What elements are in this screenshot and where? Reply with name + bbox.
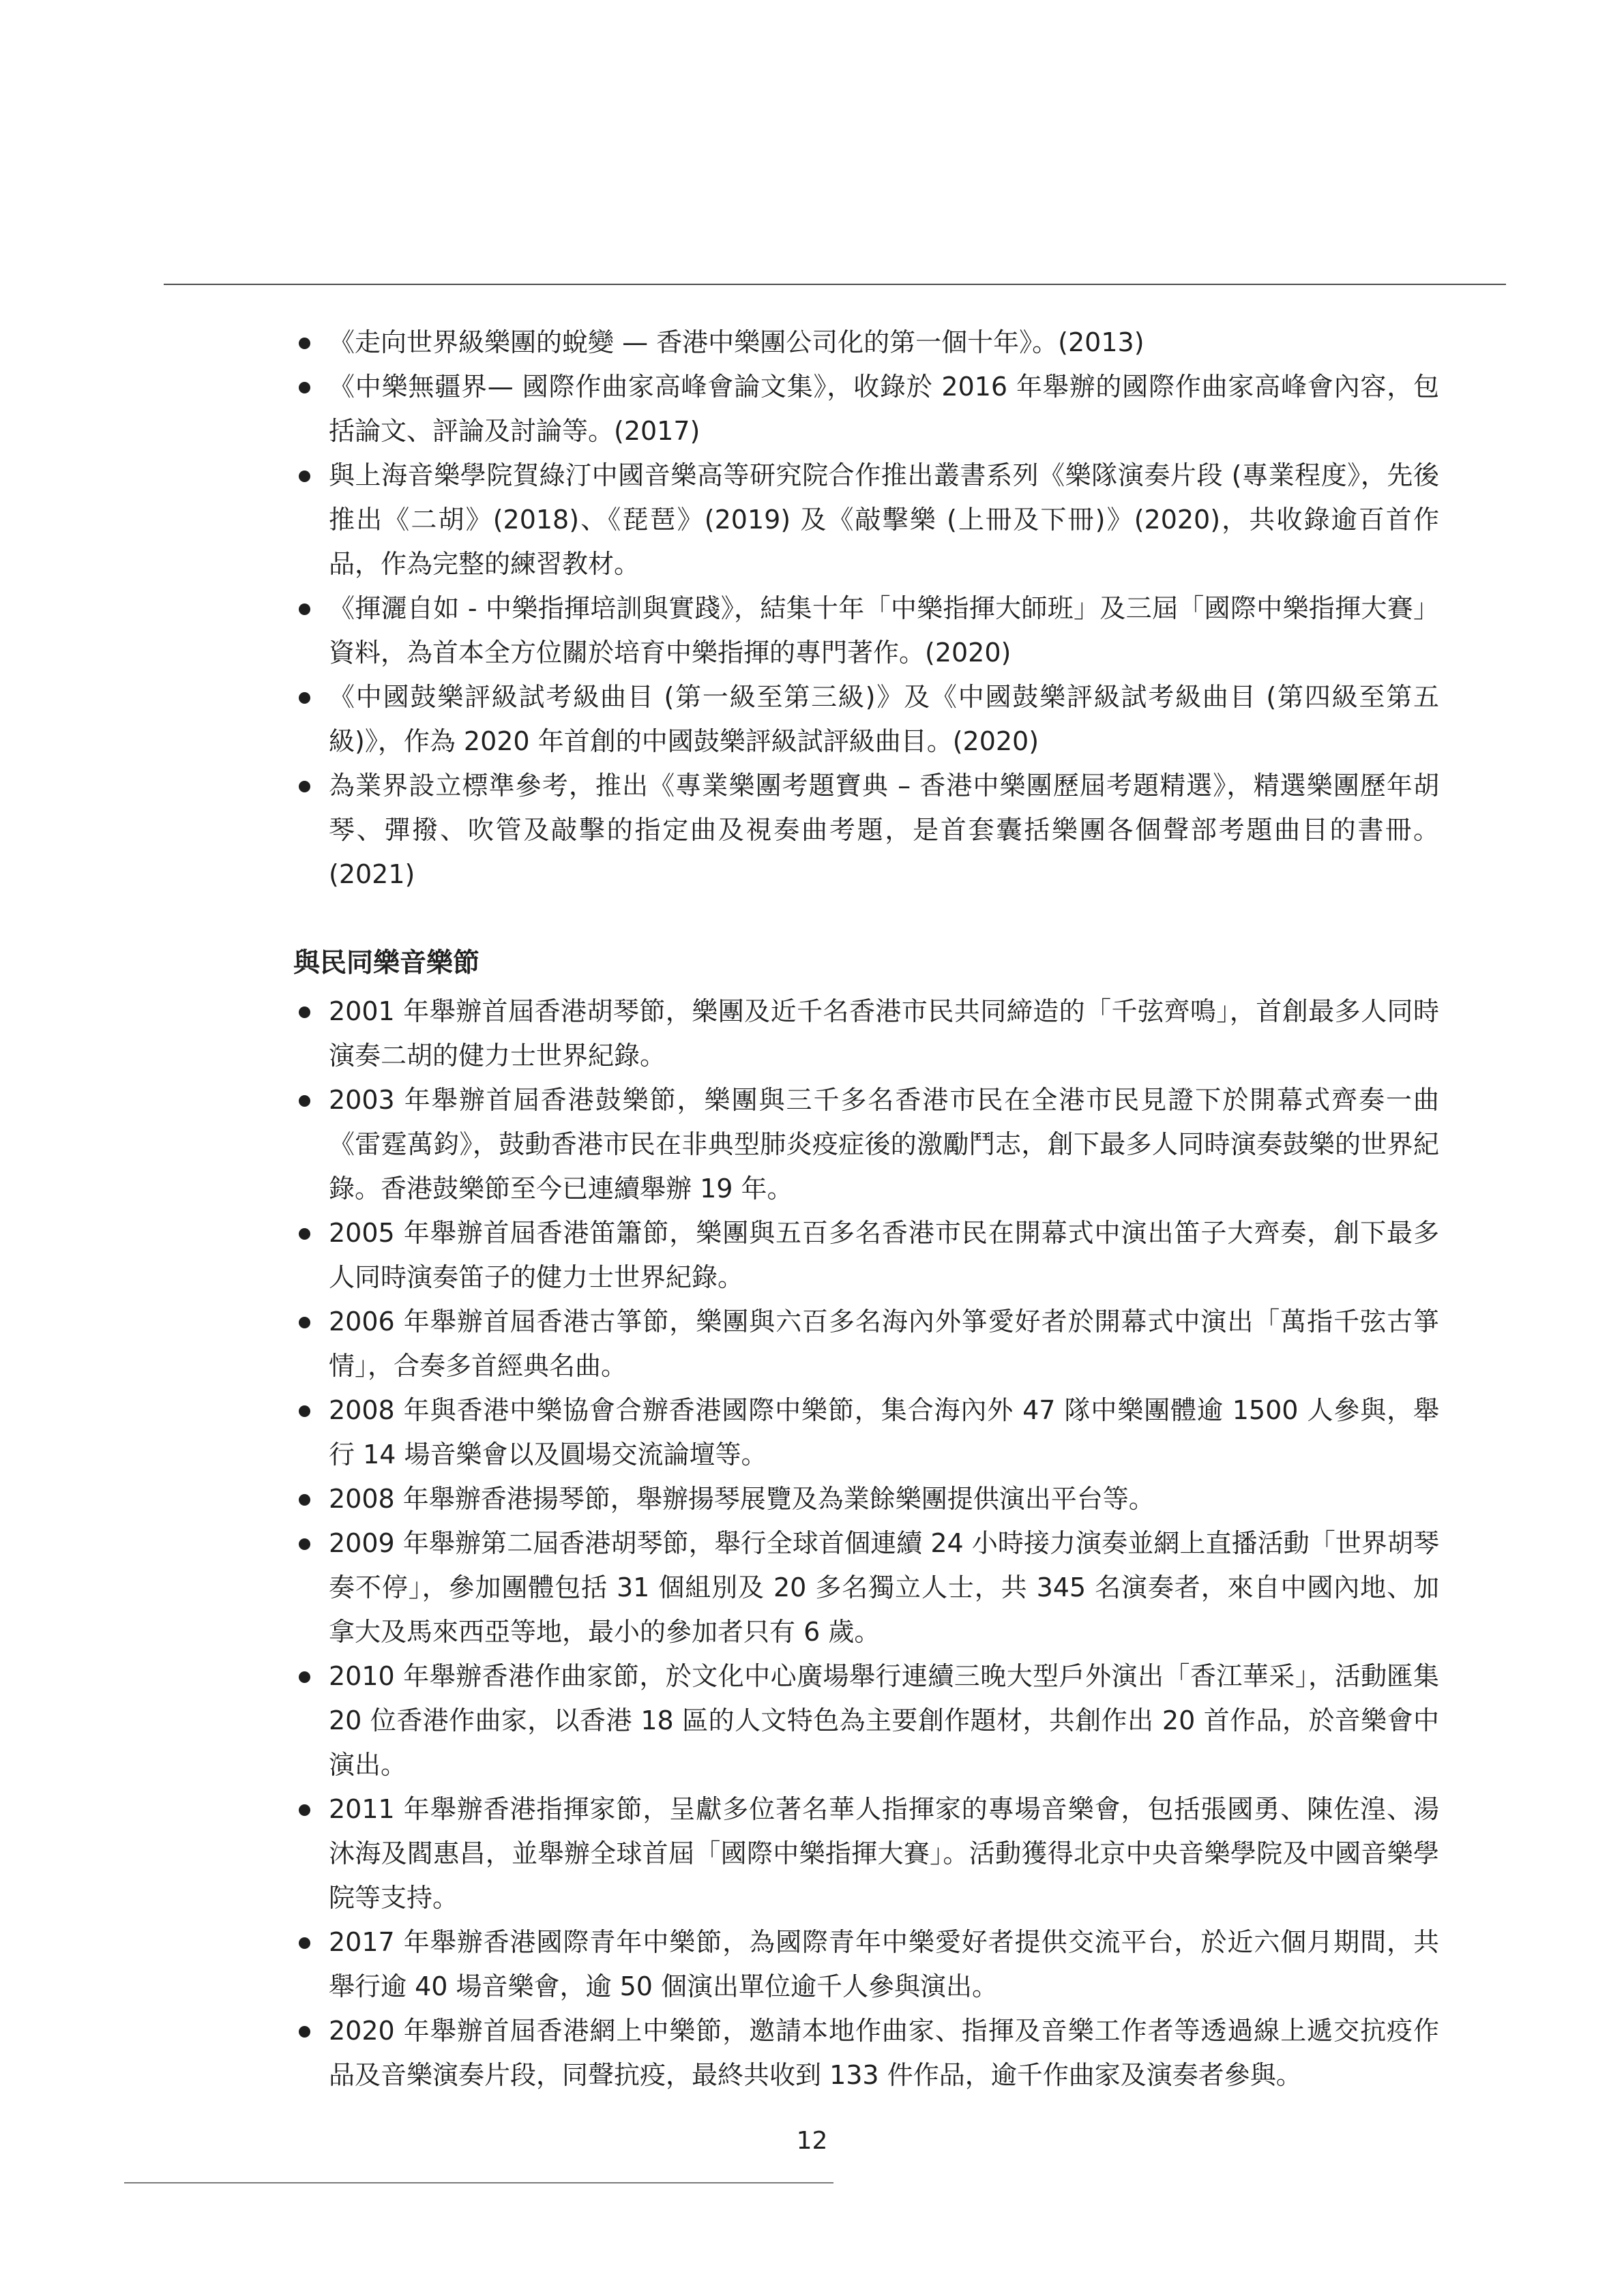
list-item-text: 2005 年舉辦首屆香港笛簫節，樂團與五百多名香港市民在開幕式中演出笛子大齊奏，創下最多人同時演奏笛子的健力士世界紀錄。	[329, 1218, 1439, 1292]
list-item	[293, 764, 1439, 897]
list-item	[293, 320, 1439, 365]
section-heading: 與民同樂音樂節	[293, 948, 480, 979]
bullet-icon	[299, 603, 310, 615]
list-item	[293, 1078, 1439, 1211]
bullet-icon	[299, 338, 310, 349]
bullet-icon	[299, 1937, 310, 1949]
bullet-icon	[299, 692, 310, 704]
list-item-text: 2003 年舉辦首屆香港鼓樂節，樂團與三千多名香港市民在全港市民見證下於開幕式齊奏一曲《雷霆萬鈞》，鼓動香港市民在非典型肺炎疫症後的激勵鬥志，創下最多人同時演奏鼓樂的世界紀錄。香港鼓樂節至今已連續舉辦 19 年。	[329, 1085, 1439, 1204]
bullet-icon	[299, 382, 310, 393]
bullet-icon	[299, 1228, 310, 1240]
bullet-icon	[299, 1405, 310, 1417]
festivals-list	[293, 989, 1439, 2098]
footer-rule	[124, 2182, 833, 2183]
list-item-text: 2017 年舉辦香港國際青年中樂節，為國際青年中樂愛好者提供交流平台，於近六個月期間，共舉行逾 40 場音樂會，逾 50 個演出單位逾千人參與演出。	[329, 1927, 1439, 2001]
list-item-text: 與上海音樂學院賀綠汀中國音樂高等研究院合作推出叢書系列《樂隊演奏片段 (專業程度》，先後推出《二胡》(2018)、《琵琶》(2019) 及《敲擊樂 (上冊及下冊)》(2020)，共收錄逾百首作品，作為完整的練習教材。	[329, 460, 1439, 579]
bullet-icon	[299, 1095, 310, 1107]
bullet-icon	[299, 1317, 310, 1328]
list-item-text: 2008 年與香港中樂協會合辦香港國際中樂節，集合海內外 47 隊中樂團體逾 1500 人參與，舉行 14 場音樂會以及圓場交流論壇等。	[329, 1395, 1439, 1470]
list-item	[293, 1300, 1439, 1388]
list-item-text: 2008 年舉辦香港揚琴節，舉辦揚琴展覽及為業餘樂團提供演出平台等。	[329, 1484, 1155, 1514]
list-item	[293, 1521, 1439, 1654]
list-item	[293, 453, 1439, 586]
page-content	[293, 320, 1439, 2098]
bullet-icon	[299, 1007, 310, 1018]
list-item-text: 2010 年舉辦香港作曲家節，於文化中心廣場舉行連續三晚大型戶外演出「香江華采」，活動匯集 20 位香港作曲家，以香港 18 區的人文特色為主要創作題材，共創作出 20 首作品，於音樂會中演出。	[329, 1661, 1439, 1780]
list-item-text: 《中國鼓樂評級試考級曲目 (第一級至第三級)》及《中國鼓樂評級試考級曲目 (第四級至第五級)》，作為 2020 年首創的中國鼓樂評級試評級曲目。(2020)	[329, 682, 1439, 756]
list-item	[293, 2009, 1439, 2098]
bullet-icon	[299, 2026, 310, 2038]
bullet-icon	[299, 1494, 310, 1506]
list-item-text: 《走向世界級樂團的蛻變 — 香港中樂團公司化的第一個十年》。(2013)	[329, 327, 1145, 357]
bullet-icon	[299, 1671, 310, 1683]
list-item-text: 為業界設立標準參考，推出《專業樂團考題寶典 – 香港中樂團歷屆考題精選》，精選樂團歷年胡琴、彈撥、吹管及敲擊的指定曲及視奏曲考題，是首套囊括樂團各個聲部考題曲目的書冊。(2021)	[329, 771, 1439, 889]
bullet-icon	[299, 781, 310, 792]
list-item	[293, 1388, 1439, 1477]
list-item	[293, 1477, 1439, 1521]
list-item-text: 2020 年舉辦首屆香港網上中樂節，邀請本地作曲家、指揮及音樂工作者等透過線上遞交抗疫作品及音樂演奏片段，同聲抗疫，最終共收到 133 件作品，逾千作曲家及演奏者參與。	[329, 2016, 1439, 2090]
list-item	[293, 586, 1439, 675]
header-rule	[164, 284, 1506, 285]
list-item-text: 2001 年舉辦首屆香港胡琴節，樂團及近千名香港市民共同締造的「千弦齊鳴」，首創最多人同時演奏二胡的健力士世界紀錄。	[329, 996, 1439, 1071]
list-item	[293, 1211, 1439, 1300]
list-item	[293, 675, 1439, 764]
bullet-icon	[299, 1538, 310, 1550]
list-item	[293, 1920, 1439, 2009]
bullet-icon	[299, 471, 310, 482]
list-item	[293, 1787, 1439, 1920]
list-item	[293, 1654, 1439, 1787]
list-item	[293, 365, 1439, 453]
publications-list	[293, 320, 1439, 897]
page-number: 12	[796, 2127, 828, 2155]
list-item-text: 2011 年舉辦香港指揮家節，呈獻多位著名華人指揮家的專場音樂會，包括張國勇、陳佐湟、湯沐海及閻惠昌，並舉辦全球首屆「國際中樂指揮大賽」。活動獲得北京中央音樂學院及中國音樂學院等支持。	[329, 1794, 1439, 1913]
list-item-text: 2006 年舉辦首屆香港古箏節，樂團與六百多名海內外箏愛好者於開幕式中演出「萬指千弦古箏情」，合奏多首經典名曲。	[329, 1307, 1439, 1381]
list-item-text: 《揮灑自如 - 中樂指揮培訓與實踐》，結集十年「中樂指揮大師班」及三屆「國際中樂指揮大賽」資料，為首本全方位關於培育中樂指揮的專門著作。(2020)	[329, 593, 1439, 668]
bullet-icon	[299, 1804, 310, 1816]
list-item-text: 《中樂無疆界— 國際作曲家高峰會論文集》，收錄於 2016 年舉辦的國際作曲家高峰會內容，包括論文、評論及討論等。(2017)	[329, 372, 1439, 446]
list-item	[293, 989, 1439, 1078]
list-item-text: 2009 年舉辦第二屆香港胡琴節，舉行全球首個連續 24 小時接力演奏並網上直播活動「世界胡琴奏不停」，參加團體包括 31 個組別及 20 多名獨立人士，共 345 名演奏者，來自中國內地、加拿大及馬來西亞等地，最小的參加者只有 6 歲。	[329, 1528, 1439, 1647]
